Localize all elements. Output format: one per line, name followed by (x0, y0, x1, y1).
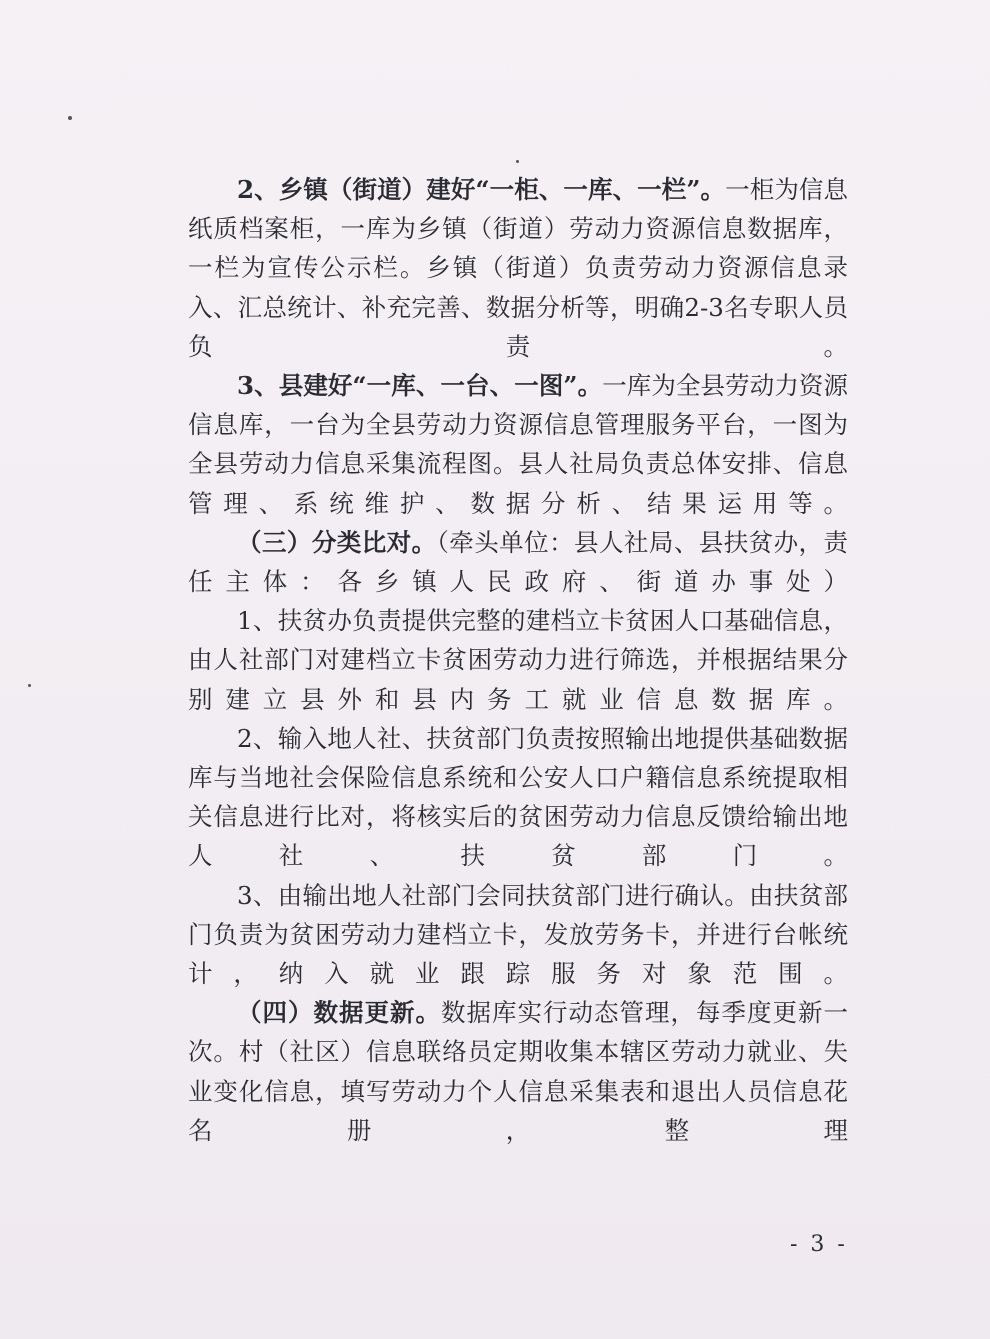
scan-speck (516, 160, 519, 163)
item-2-heading: 2、乡镇（街道）建好“一柜、一库、一栏”。 (237, 175, 726, 204)
paragraph-sub-3: 3、由输出地人社部门会同扶贫部门进行确认。由扶贫部门负责为贫困劳动力建档立卡，发放劳务卡，并进行台帐统计，纳入就业跟踪服务对象范围。 (188, 880, 848, 989)
paragraph-section-3 (188, 523, 848, 601)
scan-speck (28, 684, 31, 687)
document-body (188, 170, 848, 1150)
scan-speck (68, 116, 72, 120)
paragraph-sub-1: 1、扶贫办负责提供完整的建档立卡贫困人口基础信息，由人社部门对建档立卡贫困劳动力进行筛选，并根据结果分别建立县外和县内务工就业信息数据库。 (188, 606, 848, 714)
item-3-body: 一库为全县劳动力资源信息库，一台为全县劳动力资源信息管理服务平台，一图为全县劳动力信息采集流程图。县人社局负责总体安排、信息管理、系统维护、数据分析、结果运用等。 (188, 371, 849, 518)
section-3-body: （牵头单位：县人社局、县扶贫办，责任主体：各乡镇人民政府、街道办事处） (188, 527, 849, 597)
section-3-heading: （三）分类比对。 (237, 527, 437, 557)
item-2-body: 一柜为信息纸质档案柜，一库为乡镇（街道）劳动力资源信息数据库，一栏为宣传公示栏。乡镇（街道）负责劳动力资源信息录入、汇总统计、补充完善、数据分析等，明确2-3名专职人员负责。 (188, 175, 849, 361)
paragraph-section-4 (188, 993, 848, 1150)
section-4-body: 数据库实行动态管理，每季度更新一次。村（社区）信息联络员定期收集本辖区劳动力就业、失业变化信息，填写劳动力个人信息采集表和退出人员信息花名册，整理 (188, 998, 848, 1145)
paragraph-item-2 (188, 170, 848, 366)
section-4-heading: （四）数据更新。 (237, 998, 441, 1028)
page-number: - 3 - (790, 1232, 848, 1257)
paragraph-sub-2: 2、输入地人社、扶贫部门负责按照输出地提供基础数据库与当地社会保险信息系统和公安人口户籍信息系统提取相关信息进行比对，将核实后的贫困劳动力信息反馈给输出地人社、扶贫部门。 (188, 723, 848, 871)
item-3-heading: 3、县建好“一库、一台、一图”。 (237, 371, 603, 401)
paragraph-item-3 (188, 366, 848, 523)
